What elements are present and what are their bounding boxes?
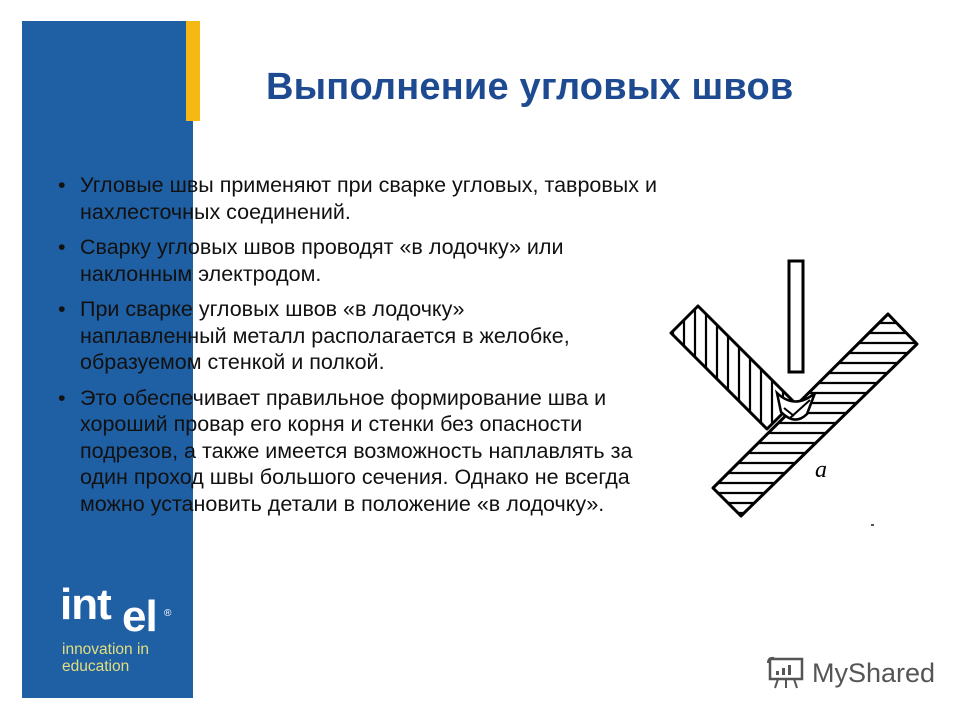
intel-logo-el: el	[122, 592, 157, 641]
watermark-text: MyShared	[812, 657, 936, 688]
figure-label: a	[815, 457, 827, 483]
myshared-watermark[interactable]	[766, 655, 935, 691]
presentation-board-icon	[766, 655, 806, 691]
bullet-text: При сварке угловых швов «в лодочку» наплавленный металл располагается в желобке, образуемом стенкой и полкой.	[80, 297, 570, 374]
electrode	[789, 261, 803, 372]
tagline-line-2: education	[62, 658, 130, 675]
intel-logo-int: int	[60, 580, 111, 629]
bullet-text: Это обеспечивает правильное формирование шва и хороший провар его корня и стенки без опасности подрезов, а также имеется возможность наплавлять за один проход швы большого сечения. Однако не всегда можно установить детали в положение «в лодочку».	[80, 385, 633, 516]
bullet-marker: •	[58, 235, 66, 259]
left-plate	[660, 300, 800, 440]
stray-mark	[871, 524, 874, 526]
slide-title: Выполнение угловых швов	[266, 66, 794, 108]
bullet-text: Сварку угловых швов проводят «в лодочку» или наклонным электродом.	[80, 235, 564, 286]
right-plate	[705, 310, 925, 520]
tagline-line-1: innovation in	[62, 641, 150, 658]
bullet-marker: •	[58, 385, 66, 410]
bullet-marker: •	[58, 173, 66, 197]
bullet-marker: •	[58, 297, 66, 321]
registered-icon: ®	[164, 608, 171, 619]
bullet-text: Угловые швы применяют при сварке угловых, тавровых и нахлесточных соединений.	[80, 173, 657, 224]
